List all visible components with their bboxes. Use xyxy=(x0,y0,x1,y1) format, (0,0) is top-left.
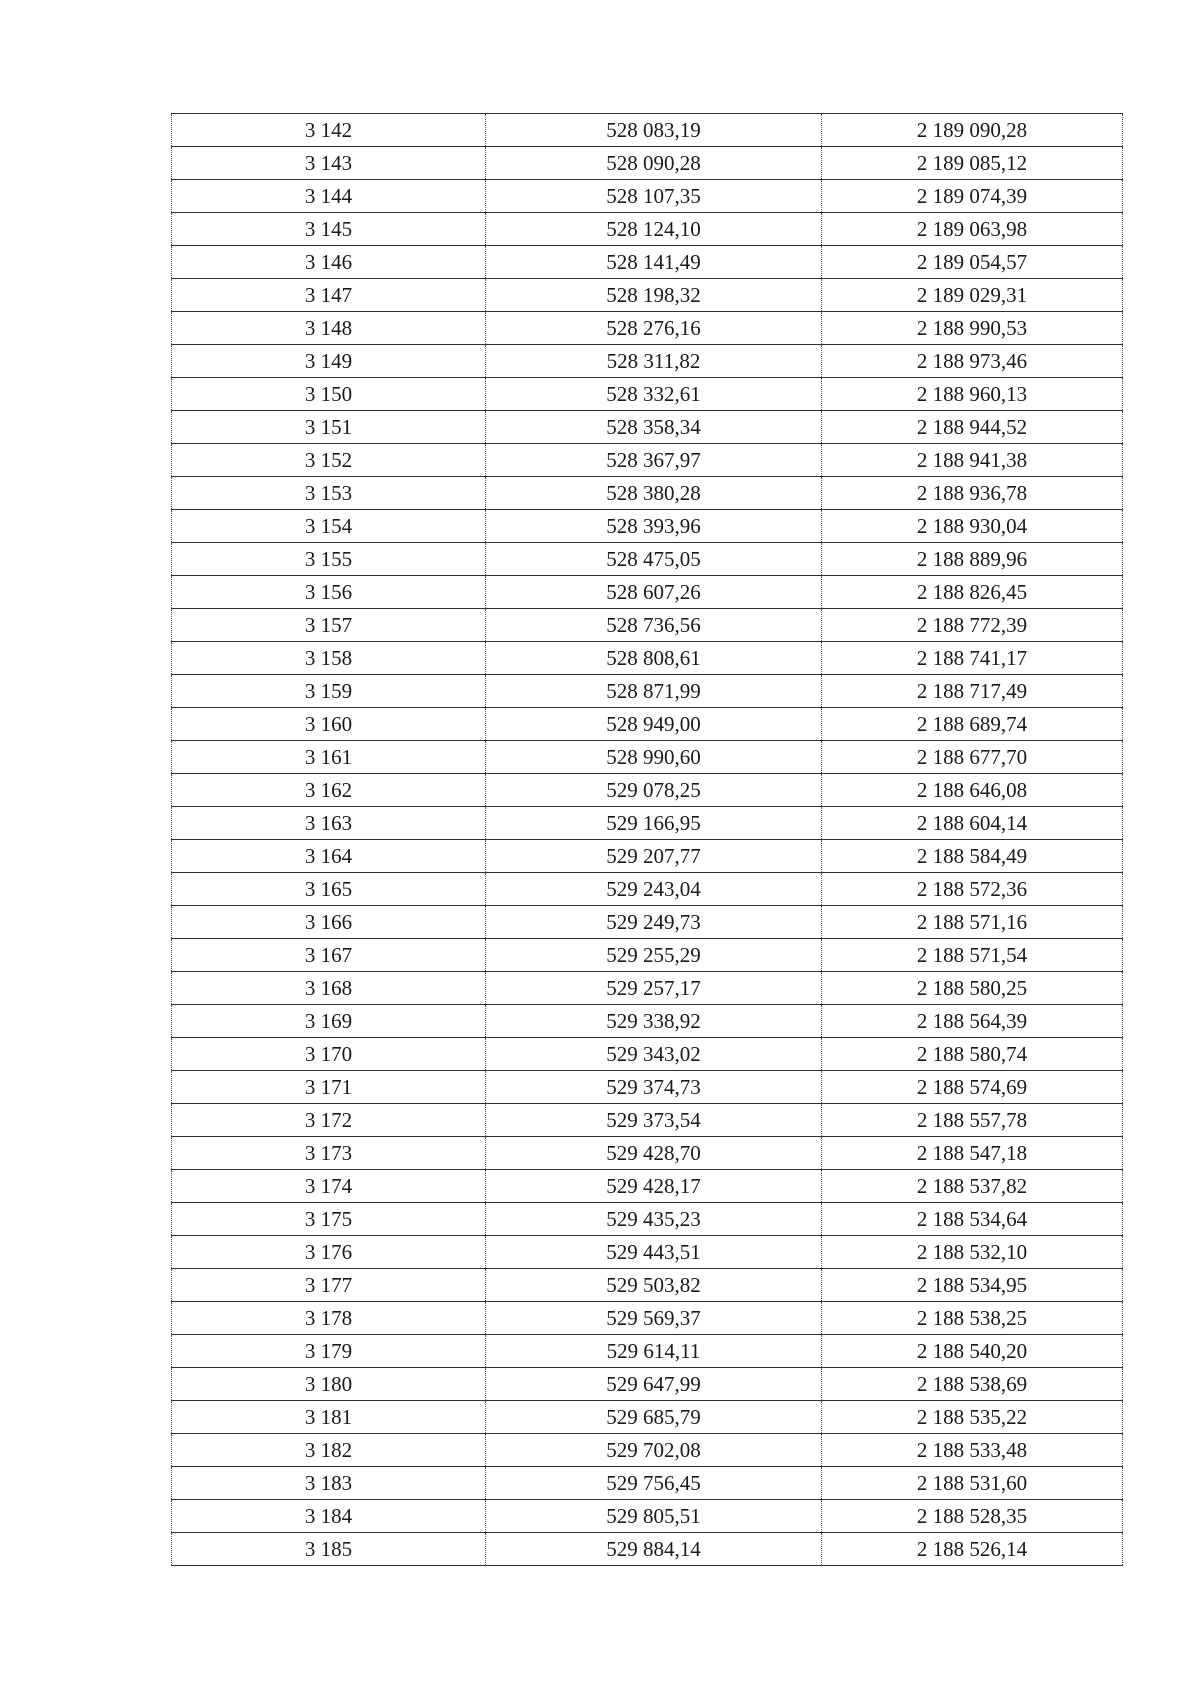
point-number-cell: 3 183 xyxy=(172,1467,486,1500)
table-row xyxy=(172,1335,1123,1368)
table-row xyxy=(172,939,1123,972)
table-row xyxy=(172,246,1123,279)
point-number-cell: 3 145 xyxy=(172,213,486,246)
x-coordinate-cell: 528 090,28 xyxy=(486,147,822,180)
point-number-cell: 3 157 xyxy=(172,609,486,642)
table-row xyxy=(172,213,1123,246)
x-coordinate-cell: 528 607,26 xyxy=(486,576,822,609)
point-number-cell: 3 168 xyxy=(172,972,486,1005)
x-coordinate-cell: 528 124,10 xyxy=(486,213,822,246)
table-row xyxy=(172,1236,1123,1269)
point-number-cell: 3 176 xyxy=(172,1236,486,1269)
x-coordinate-cell: 528 332,61 xyxy=(486,378,822,411)
point-number-cell: 3 166 xyxy=(172,906,486,939)
x-coordinate-cell: 529 884,14 xyxy=(486,1533,822,1566)
table-row xyxy=(172,477,1123,510)
table-row xyxy=(172,741,1123,774)
table-row xyxy=(172,807,1123,840)
point-number-cell: 3 184 xyxy=(172,1500,486,1533)
table-row xyxy=(172,345,1123,378)
x-coordinate-cell: 529 249,73 xyxy=(486,906,822,939)
y-coordinate-cell: 2 188 532,10 xyxy=(822,1236,1123,1269)
table-row xyxy=(172,708,1123,741)
x-coordinate-cell: 528 367,97 xyxy=(486,444,822,477)
point-number-cell: 3 182 xyxy=(172,1434,486,1467)
x-coordinate-cell: 528 107,35 xyxy=(486,180,822,213)
x-coordinate-cell: 529 443,51 xyxy=(486,1236,822,1269)
table-row xyxy=(172,147,1123,180)
point-number-cell: 3 165 xyxy=(172,873,486,906)
y-coordinate-cell: 2 188 941,38 xyxy=(822,444,1123,477)
x-coordinate-cell: 528 141,49 xyxy=(486,246,822,279)
table-row xyxy=(172,114,1123,147)
coordinates-table-body xyxy=(172,114,1123,1566)
y-coordinate-cell: 2 188 547,18 xyxy=(822,1137,1123,1170)
table-row xyxy=(172,1104,1123,1137)
y-coordinate-cell: 2 188 990,53 xyxy=(822,312,1123,345)
x-coordinate-cell: 529 647,99 xyxy=(486,1368,822,1401)
y-coordinate-cell: 2 188 535,22 xyxy=(822,1401,1123,1434)
table-row xyxy=(172,675,1123,708)
point-number-cell: 3 185 xyxy=(172,1533,486,1566)
y-coordinate-cell: 2 188 944,52 xyxy=(822,411,1123,444)
point-number-cell: 3 162 xyxy=(172,774,486,807)
y-coordinate-cell: 2 188 531,60 xyxy=(822,1467,1123,1500)
x-coordinate-cell: 528 808,61 xyxy=(486,642,822,675)
table-row xyxy=(172,1533,1123,1566)
x-coordinate-cell: 529 569,37 xyxy=(486,1302,822,1335)
point-number-cell: 3 148 xyxy=(172,312,486,345)
x-coordinate-cell: 528 380,28 xyxy=(486,477,822,510)
x-coordinate-cell: 529 243,04 xyxy=(486,873,822,906)
x-coordinate-cell: 529 078,25 xyxy=(486,774,822,807)
point-number-cell: 3 163 xyxy=(172,807,486,840)
point-number-cell: 3 175 xyxy=(172,1203,486,1236)
x-coordinate-cell: 528 393,96 xyxy=(486,510,822,543)
y-coordinate-cell: 2 188 677,70 xyxy=(822,741,1123,774)
y-coordinate-cell: 2 188 528,35 xyxy=(822,1500,1123,1533)
y-coordinate-cell: 2 188 538,69 xyxy=(822,1368,1123,1401)
y-coordinate-cell: 2 188 584,49 xyxy=(822,840,1123,873)
y-coordinate-cell: 2 188 936,78 xyxy=(822,477,1123,510)
table-row xyxy=(172,642,1123,675)
x-coordinate-cell: 529 614,11 xyxy=(486,1335,822,1368)
point-number-cell: 3 149 xyxy=(172,345,486,378)
table-row xyxy=(172,576,1123,609)
y-coordinate-cell: 2 188 571,54 xyxy=(822,939,1123,972)
point-number-cell: 3 173 xyxy=(172,1137,486,1170)
y-coordinate-cell: 2 189 029,31 xyxy=(822,279,1123,312)
x-coordinate-cell: 528 949,00 xyxy=(486,708,822,741)
point-number-cell: 3 153 xyxy=(172,477,486,510)
table-row xyxy=(172,873,1123,906)
x-coordinate-cell: 529 374,73 xyxy=(486,1071,822,1104)
point-number-cell: 3 164 xyxy=(172,840,486,873)
x-coordinate-cell: 529 343,02 xyxy=(486,1038,822,1071)
x-coordinate-cell: 528 358,34 xyxy=(486,411,822,444)
point-number-cell: 3 156 xyxy=(172,576,486,609)
table-row xyxy=(172,1038,1123,1071)
y-coordinate-cell: 2 189 063,98 xyxy=(822,213,1123,246)
y-coordinate-cell: 2 188 534,95 xyxy=(822,1269,1123,1302)
y-coordinate-cell: 2 188 540,20 xyxy=(822,1335,1123,1368)
x-coordinate-cell: 528 475,05 xyxy=(486,543,822,576)
table-row xyxy=(172,1005,1123,1038)
x-coordinate-cell: 529 685,79 xyxy=(486,1401,822,1434)
x-coordinate-cell: 528 311,82 xyxy=(486,345,822,378)
table-row xyxy=(172,1137,1123,1170)
y-coordinate-cell: 2 188 772,39 xyxy=(822,609,1123,642)
x-coordinate-cell: 529 373,54 xyxy=(486,1104,822,1137)
y-coordinate-cell: 2 188 571,16 xyxy=(822,906,1123,939)
x-coordinate-cell: 528 871,99 xyxy=(486,675,822,708)
point-number-cell: 3 144 xyxy=(172,180,486,213)
point-number-cell: 3 179 xyxy=(172,1335,486,1368)
x-coordinate-cell: 529 428,17 xyxy=(486,1170,822,1203)
x-coordinate-cell: 529 428,70 xyxy=(486,1137,822,1170)
x-coordinate-cell: 529 255,29 xyxy=(486,939,822,972)
point-number-cell: 3 169 xyxy=(172,1005,486,1038)
table-row xyxy=(172,411,1123,444)
x-coordinate-cell: 529 166,95 xyxy=(486,807,822,840)
table-row xyxy=(172,1467,1123,1500)
y-coordinate-cell: 2 189 054,57 xyxy=(822,246,1123,279)
x-coordinate-cell: 529 702,08 xyxy=(486,1434,822,1467)
y-coordinate-cell: 2 189 085,12 xyxy=(822,147,1123,180)
point-number-cell: 3 161 xyxy=(172,741,486,774)
y-coordinate-cell: 2 188 646,08 xyxy=(822,774,1123,807)
x-coordinate-cell: 529 435,23 xyxy=(486,1203,822,1236)
point-number-cell: 3 167 xyxy=(172,939,486,972)
x-coordinate-cell: 528 198,32 xyxy=(486,279,822,312)
y-coordinate-cell: 2 188 930,04 xyxy=(822,510,1123,543)
y-coordinate-cell: 2 188 574,69 xyxy=(822,1071,1123,1104)
y-coordinate-cell: 2 188 889,96 xyxy=(822,543,1123,576)
y-coordinate-cell: 2 188 537,82 xyxy=(822,1170,1123,1203)
table-row xyxy=(172,378,1123,411)
x-coordinate-cell: 529 207,77 xyxy=(486,840,822,873)
point-number-cell: 3 170 xyxy=(172,1038,486,1071)
y-coordinate-cell: 2 188 564,39 xyxy=(822,1005,1123,1038)
point-number-cell: 3 171 xyxy=(172,1071,486,1104)
table-row xyxy=(172,1434,1123,1467)
point-number-cell: 3 154 xyxy=(172,510,486,543)
y-coordinate-cell: 2 189 090,28 xyxy=(822,114,1123,147)
point-number-cell: 3 152 xyxy=(172,444,486,477)
table-row xyxy=(172,1203,1123,1236)
table-row xyxy=(172,1071,1123,1104)
point-number-cell: 3 180 xyxy=(172,1368,486,1401)
y-coordinate-cell: 2 188 604,14 xyxy=(822,807,1123,840)
y-coordinate-cell: 2 188 534,64 xyxy=(822,1203,1123,1236)
table-row xyxy=(172,609,1123,642)
x-coordinate-cell: 529 756,45 xyxy=(486,1467,822,1500)
table-row xyxy=(172,1302,1123,1335)
table-row xyxy=(172,1170,1123,1203)
table-row xyxy=(172,180,1123,213)
x-coordinate-cell: 528 083,19 xyxy=(486,114,822,147)
table-row xyxy=(172,312,1123,345)
table-row xyxy=(172,510,1123,543)
table-row xyxy=(172,444,1123,477)
y-coordinate-cell: 2 188 557,78 xyxy=(822,1104,1123,1137)
y-coordinate-cell: 2 188 538,25 xyxy=(822,1302,1123,1335)
table-row xyxy=(172,1269,1123,1302)
point-number-cell: 3 155 xyxy=(172,543,486,576)
y-coordinate-cell: 2 188 741,17 xyxy=(822,642,1123,675)
y-coordinate-cell: 2 189 074,39 xyxy=(822,180,1123,213)
point-number-cell: 3 181 xyxy=(172,1401,486,1434)
y-coordinate-cell: 2 188 973,46 xyxy=(822,345,1123,378)
y-coordinate-cell: 2 188 572,36 xyxy=(822,873,1123,906)
table-row xyxy=(172,840,1123,873)
point-number-cell: 3 151 xyxy=(172,411,486,444)
y-coordinate-cell: 2 188 526,14 xyxy=(822,1533,1123,1566)
y-coordinate-cell: 2 188 533,48 xyxy=(822,1434,1123,1467)
coordinates-table xyxy=(171,113,1123,1566)
point-number-cell: 3 150 xyxy=(172,378,486,411)
y-coordinate-cell: 2 188 960,13 xyxy=(822,378,1123,411)
table-row xyxy=(172,1401,1123,1434)
point-number-cell: 3 172 xyxy=(172,1104,486,1137)
x-coordinate-cell: 528 276,16 xyxy=(486,312,822,345)
y-coordinate-cell: 2 188 826,45 xyxy=(822,576,1123,609)
y-coordinate-cell: 2 188 717,49 xyxy=(822,675,1123,708)
point-number-cell: 3 159 xyxy=(172,675,486,708)
table-row xyxy=(172,1368,1123,1401)
x-coordinate-cell: 528 736,56 xyxy=(486,609,822,642)
y-coordinate-cell: 2 188 689,74 xyxy=(822,708,1123,741)
point-number-cell: 3 147 xyxy=(172,279,486,312)
x-coordinate-cell: 528 990,60 xyxy=(486,741,822,774)
table-row xyxy=(172,279,1123,312)
point-number-cell: 3 174 xyxy=(172,1170,486,1203)
table-row xyxy=(172,774,1123,807)
point-number-cell: 3 160 xyxy=(172,708,486,741)
x-coordinate-cell: 529 338,92 xyxy=(486,1005,822,1038)
y-coordinate-cell: 2 188 580,25 xyxy=(822,972,1123,1005)
x-coordinate-cell: 529 503,82 xyxy=(486,1269,822,1302)
point-number-cell: 3 178 xyxy=(172,1302,486,1335)
x-coordinate-cell: 529 805,51 xyxy=(486,1500,822,1533)
point-number-cell: 3 146 xyxy=(172,246,486,279)
point-number-cell: 3 158 xyxy=(172,642,486,675)
point-number-cell: 3 142 xyxy=(172,114,486,147)
y-coordinate-cell: 2 188 580,74 xyxy=(822,1038,1123,1071)
x-coordinate-cell: 529 257,17 xyxy=(486,972,822,1005)
table-row xyxy=(172,1500,1123,1533)
point-number-cell: 3 177 xyxy=(172,1269,486,1302)
point-number-cell: 3 143 xyxy=(172,147,486,180)
table-row xyxy=(172,972,1123,1005)
table-row xyxy=(172,543,1123,576)
table-row xyxy=(172,906,1123,939)
